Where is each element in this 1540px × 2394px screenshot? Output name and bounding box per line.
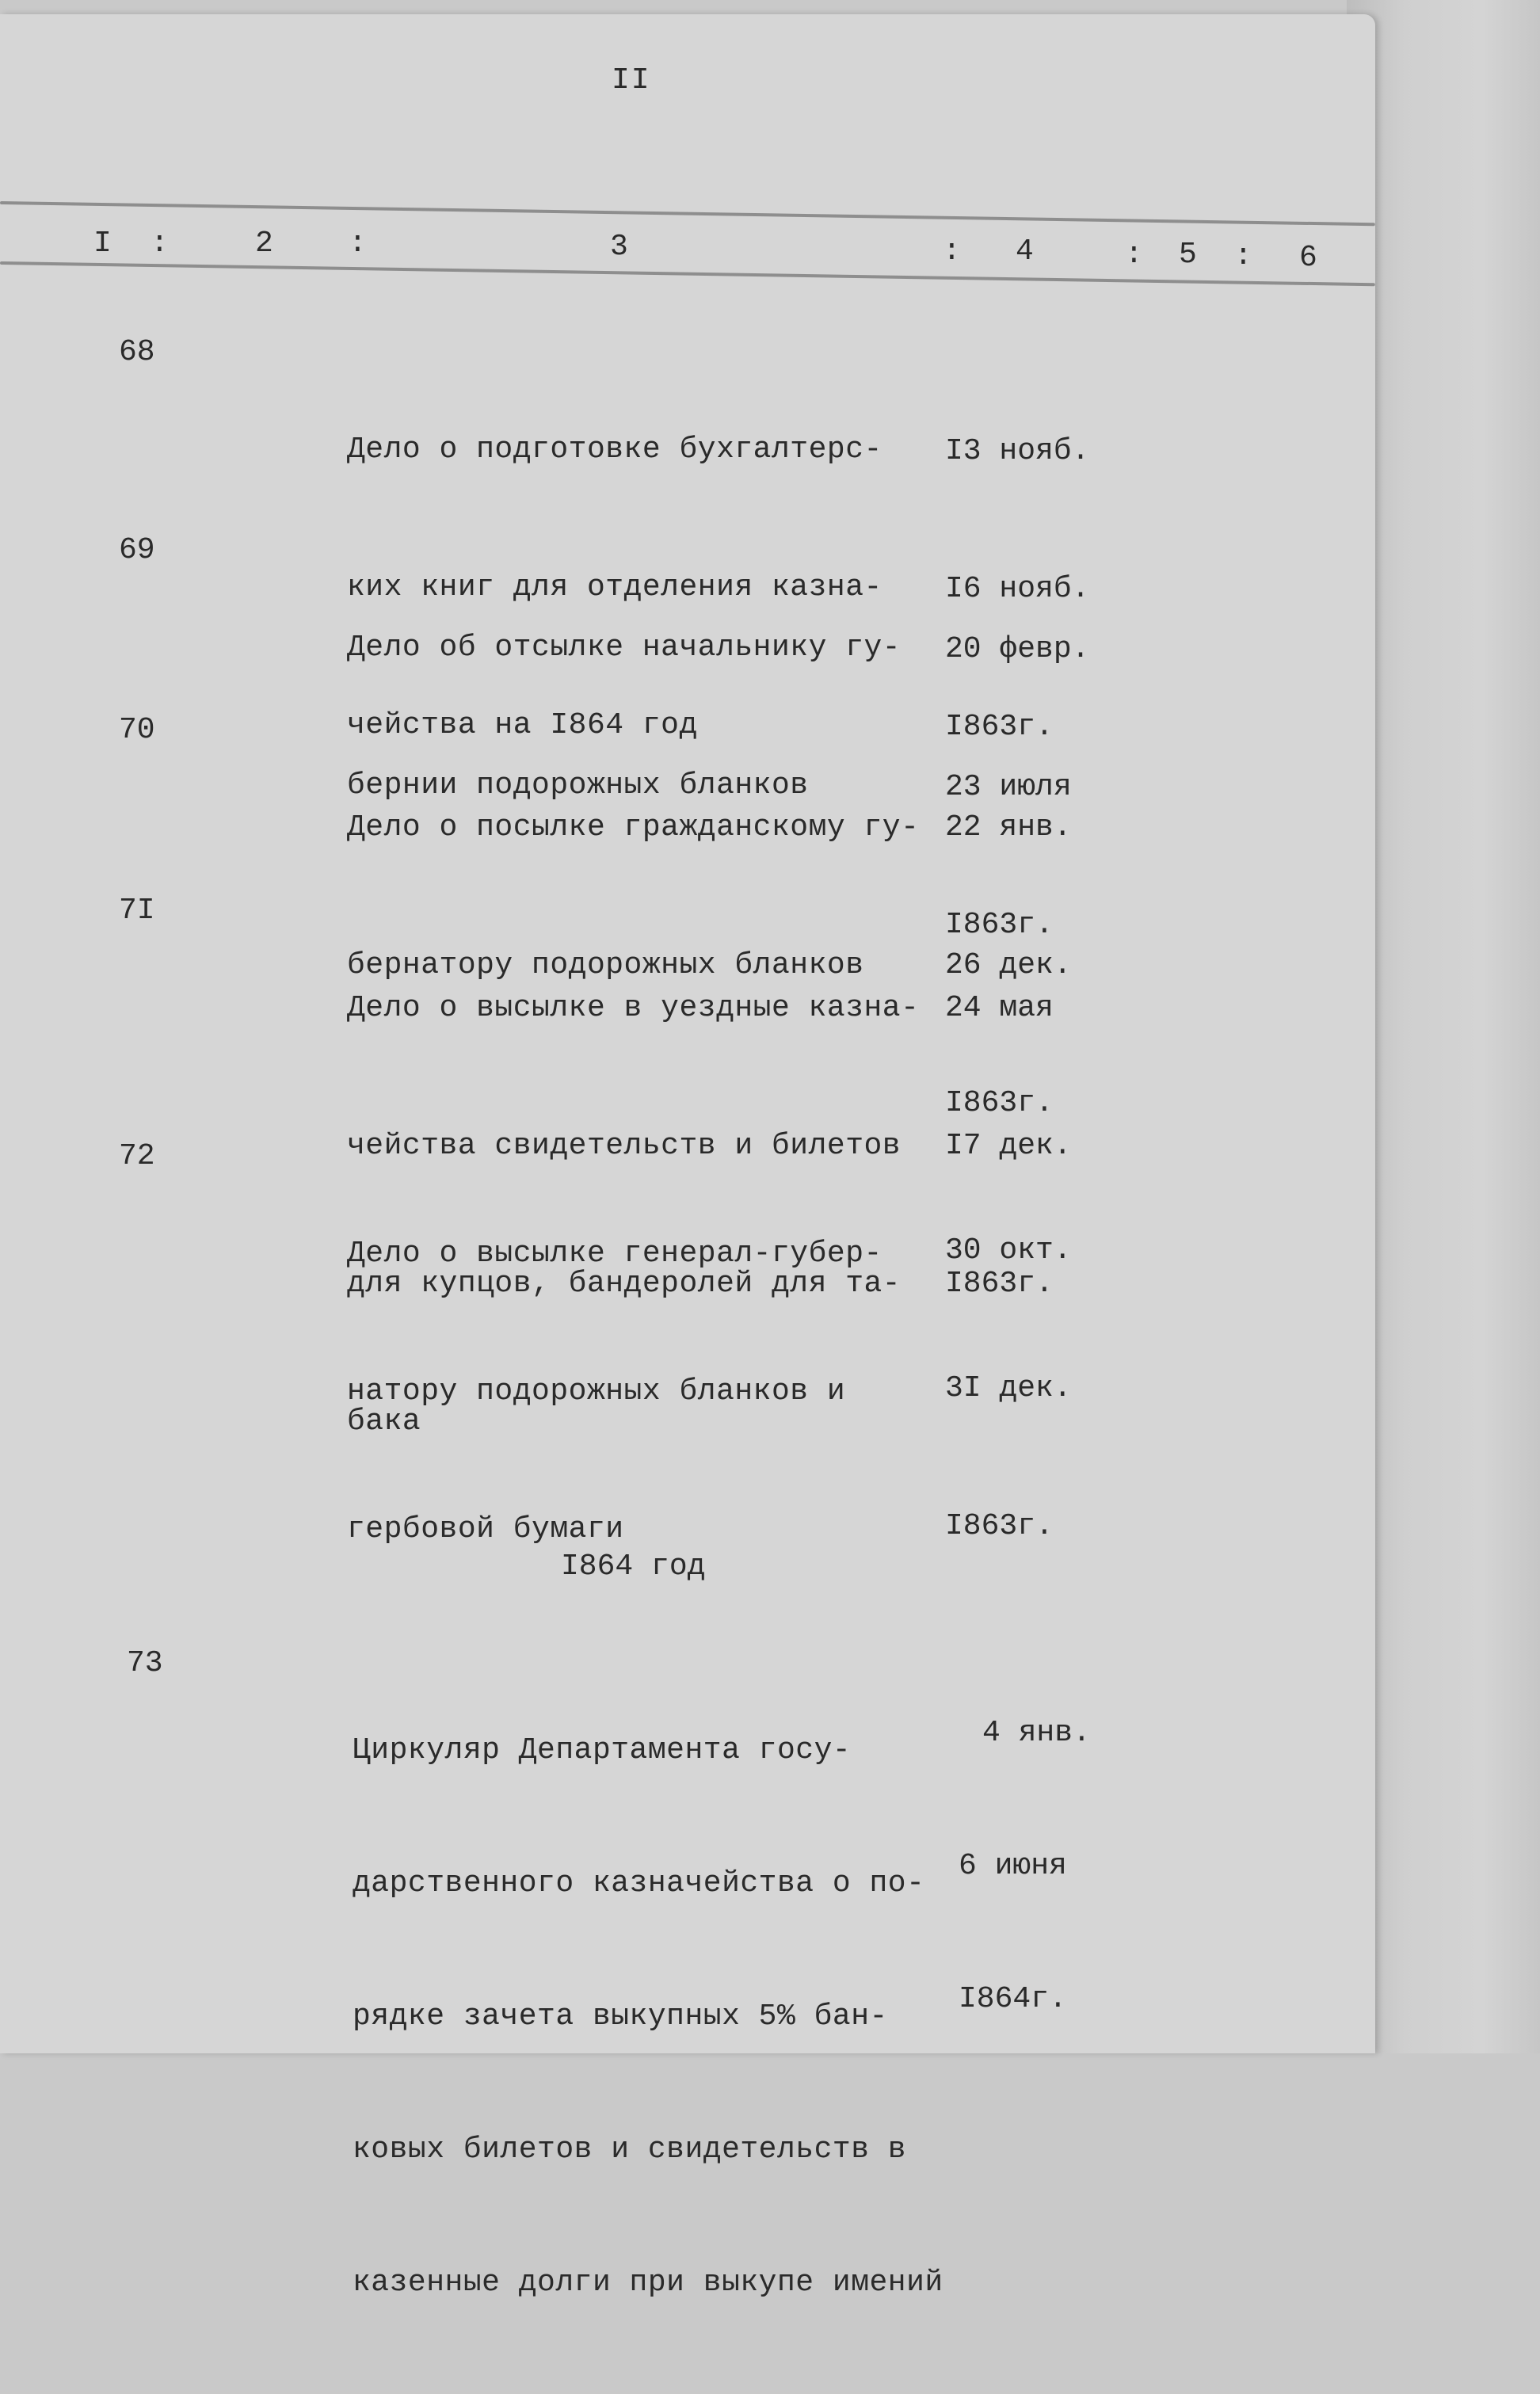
date-start: 24 мая: [945, 991, 1054, 1025]
description-line: натору подорожных бланков и: [347, 1374, 846, 1409]
description-line: гербовой бумаги: [347, 1512, 624, 1546]
date-year: I863г.: [945, 1509, 1054, 1543]
date-end: I7 дек.: [945, 1129, 1072, 1163]
column-separator: :: [349, 227, 367, 261]
description-line: ковых билетов и свидетельств в: [353, 2133, 907, 2167]
description-line: казенные долги при выкупе имений: [353, 2266, 943, 2300]
column-header-1: I: [93, 227, 112, 261]
date-start: 30 окт.: [945, 1233, 1072, 1268]
underlying-sheet: [1347, 0, 1540, 2053]
date-year: I863г.: [945, 908, 1054, 942]
column-separator: :: [1125, 238, 1143, 272]
description-line: Дело о высылке генерал-губер-: [347, 1237, 882, 1271]
description-line: чейства на I864 год: [347, 708, 698, 742]
description-line: рядке зачета выкупных 5% бан-: [353, 1999, 888, 2034]
date-end: 3I дек.: [945, 1371, 1072, 1405]
entry-dates: [945, 1136, 1072, 1641]
entry-number: 69: [119, 533, 155, 567]
description-line: для купцов, бандеролей для та-: [347, 1267, 902, 1301]
header-rule-top: [0, 201, 1375, 226]
date-start: 20 февр.: [945, 632, 1090, 666]
column-header-4: 4: [1016, 234, 1034, 269]
description-line: ких книг для отделения казна-: [347, 570, 882, 604]
date-year: I863г.: [945, 1267, 1054, 1301]
column-header-5: 5: [1179, 238, 1197, 272]
column-separator: :: [943, 234, 961, 269]
header-rule-bottom: [0, 261, 1375, 286]
date-end: 6 июня: [959, 1849, 1067, 1883]
document-page: [0, 14, 1375, 2300]
date-year: I863г.: [945, 1086, 1054, 1120]
page-number: II: [612, 63, 651, 97]
description-line: Дело о подготовке бухгалтерс-: [347, 433, 882, 467]
column-separator: :: [1234, 239, 1252, 273]
date-start: 4 янв.: [982, 1716, 1091, 1750]
description-line: дарственного казначейства о по-: [353, 1866, 925, 1900]
column-header-6: 6: [1299, 241, 1317, 275]
description-line: чейства свидетельств и билетов: [347, 1129, 902, 1163]
description-line: Дело о посылке гражданскому гу-: [347, 810, 920, 844]
entry-number: 72: [119, 1139, 155, 1173]
date-year: I863г.: [945, 710, 1054, 744]
column-header-2: 2: [255, 227, 273, 261]
date-end: 23 июля: [945, 770, 1072, 804]
date-year: I864г.: [959, 1982, 1067, 2016]
description-line: бака: [347, 1405, 421, 1439]
section-title-year: I864 год: [561, 1550, 706, 1584]
date-end: I6 нояб.: [945, 572, 1090, 606]
entry-number: 7I: [119, 894, 155, 928]
entry-description: [353, 1640, 943, 2394]
description-line: Дело об отсылке начальнику гу-: [347, 631, 902, 665]
entry-dates: [959, 1622, 1091, 2110]
description-line: бернии подорожных бланков: [347, 768, 809, 802]
description-line: Дело о высылке в уездные казна-: [347, 991, 920, 1025]
date-start: 22 янв.: [945, 810, 1072, 844]
description-line: бернатору подорожных бланков: [347, 948, 864, 982]
entry-number: 70: [119, 713, 155, 747]
column-header-3: 3: [610, 230, 628, 264]
entry-number: 68: [119, 335, 155, 369]
entry-number: 73: [127, 1646, 163, 1680]
date-end: 26 дек.: [945, 948, 1072, 982]
column-separator: :: [151, 227, 169, 261]
date-start: I3 нояб.: [945, 434, 1090, 468]
description-line: Циркуляр Департамента госу-: [353, 1733, 852, 1767]
